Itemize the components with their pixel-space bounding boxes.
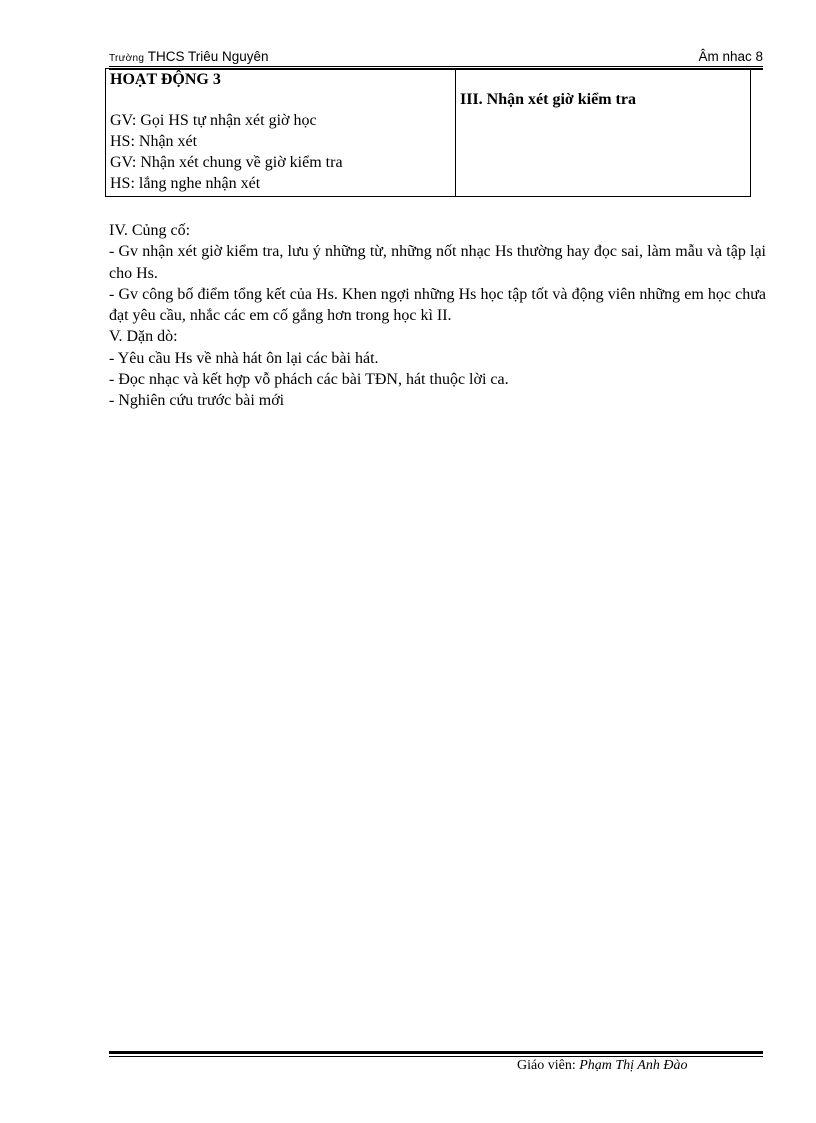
activity-table	[105, 68, 751, 197]
header-rule-thin	[109, 66, 763, 67]
activity-row	[106, 69, 751, 197]
activity-right-cell	[456, 69, 751, 197]
activity-left-cell	[106, 69, 456, 197]
activity-line: HS: Nhận xét	[110, 133, 198, 150]
page-header	[109, 49, 763, 67]
section-iv-heading: IV. Củng cố:	[109, 222, 191, 239]
school-name-rest: THCS Triêu Nguyên	[144, 49, 269, 64]
footer-rule-thick	[109, 1051, 763, 1054]
activity-title: HOẠT ĐỘNG 3	[110, 71, 221, 88]
section-v-item: - Nghiên cứu trước bài mới	[109, 392, 285, 410]
footer-rule-thin	[109, 1056, 763, 1057]
section-iii-title: III. Nhận xét giờ kiểm tra	[460, 91, 636, 108]
activity-gap	[110, 90, 451, 110]
section-iv-item: - Gv nhận xét giờ kiểm tra, lưu ý những từ, những nốt nhạc Hs thường hay đọc sai, làm mẫu và tập lại cho Hs.	[109, 243, 766, 282]
teacher-label: Giáo viên:	[517, 1058, 576, 1073]
activity-line: GV: Gọi HS tự nhận xét giờ học	[110, 112, 317, 129]
lesson-body	[109, 220, 766, 412]
section-v-item: - Yêu cầu Hs về nhà hát ôn lại các bài hát.	[109, 349, 379, 367]
school-name	[109, 49, 269, 64]
section-iv-item: - Gv công bố điểm tổng kết của Hs. Khen ngợi những Hs học tập tốt và động viên những em học chưa đạt yêu cầu, nhắc các em cố gắng hơn trong học kì II.	[109, 285, 766, 325]
activity-line: GV: Nhận xét chung về giờ kiểm tra	[110, 154, 343, 171]
school-name-prefix: Trường	[109, 53, 145, 64]
section-v-item: - Đọc nhạc và kết hợp vỗ phách các bài TĐN, hát thuộc lời ca.	[109, 371, 509, 389]
teacher-name: Phạm Thị Anh Đào	[579, 1058, 688, 1073]
section-v-heading: V. Dặn dò:	[109, 328, 178, 346]
activity-line: HS: lắng nghe nhận xét	[110, 175, 261, 192]
page-footer	[517, 1058, 687, 1074]
subject-label: Âm nhac 8	[698, 49, 763, 64]
